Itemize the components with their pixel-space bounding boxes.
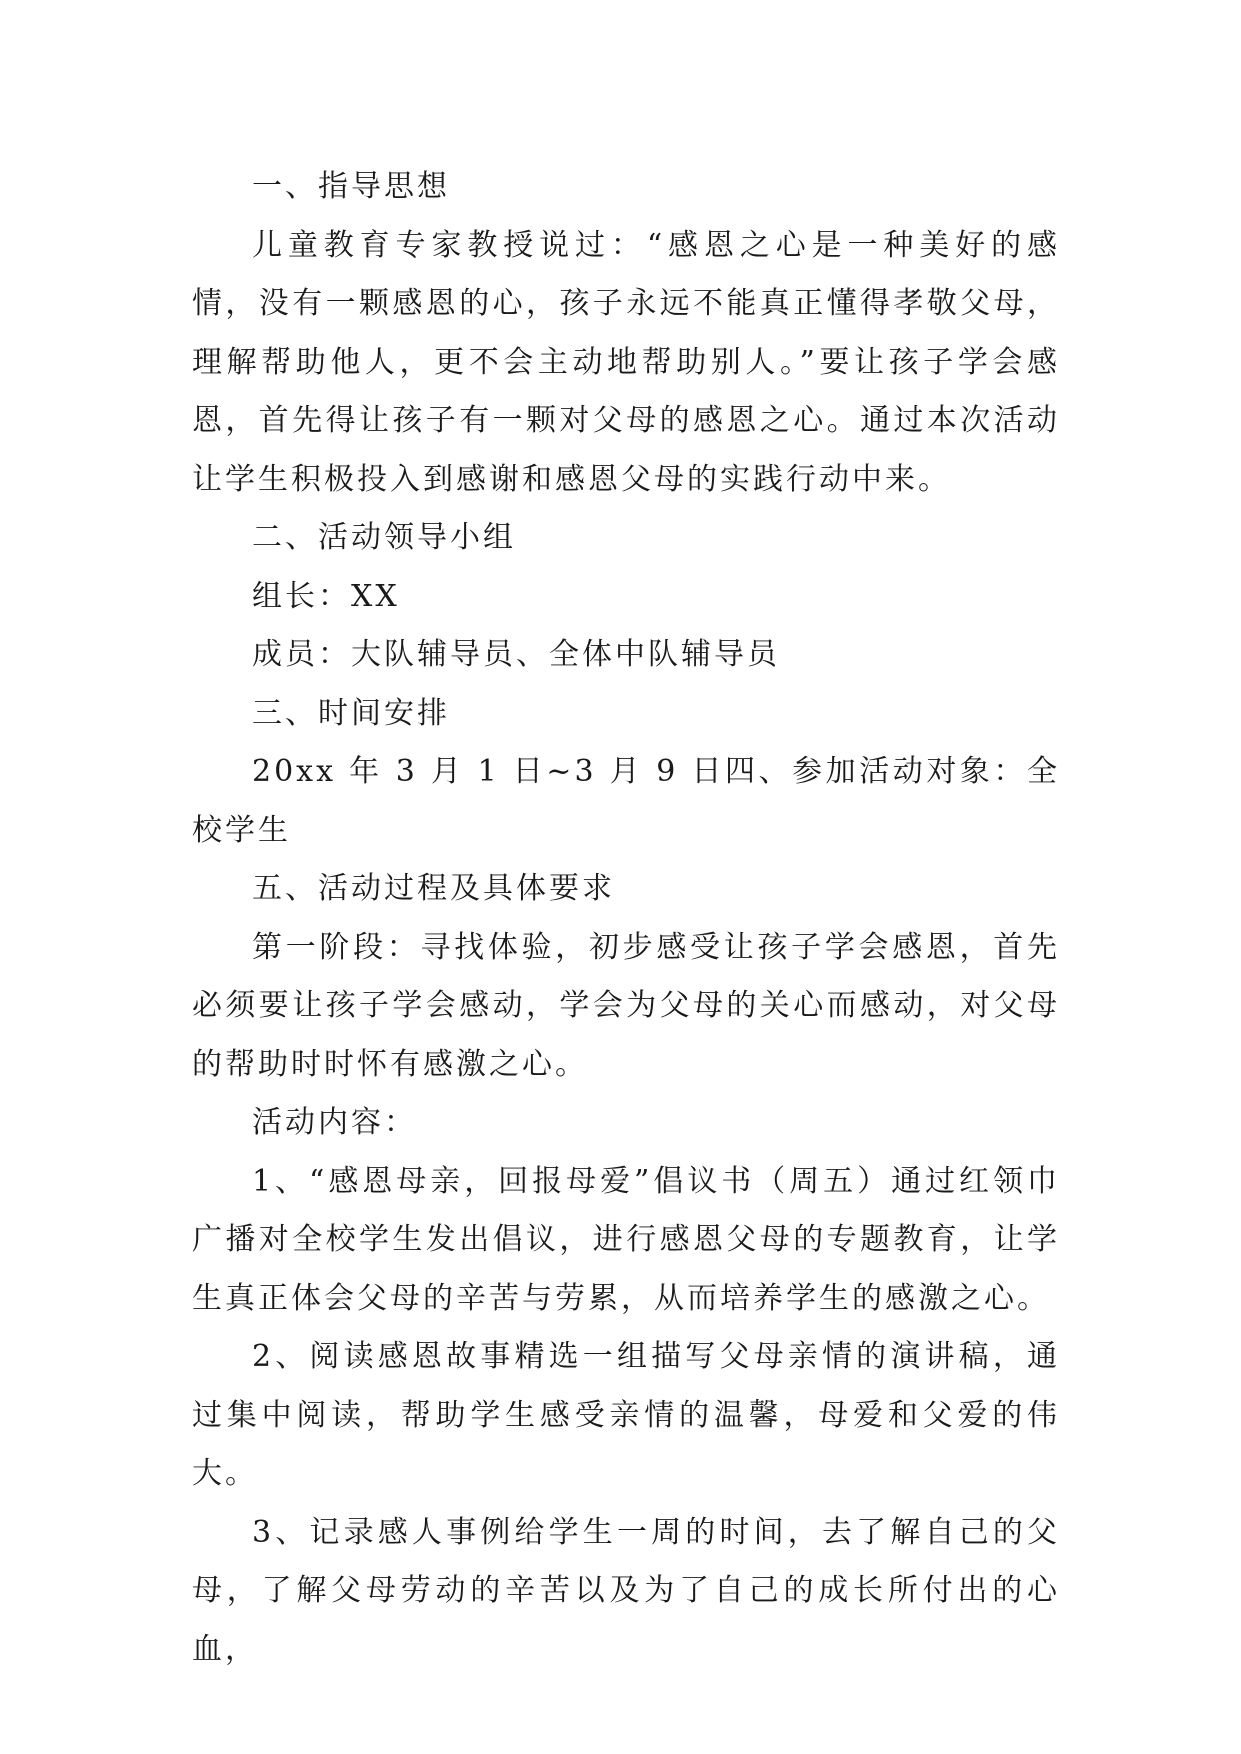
list-item-1: 1、“感恩母亲，回报母爱”倡议书（周五）通过红领巾广播对全校学生发出倡议，进行感恩父母的专题教育，让学生真正体会父母的辛苦与劳累，从而培养学生的感激之心。 bbox=[192, 1163, 1060, 1316]
paragraph-stage-one: 第一阶段：寻找体验，初步感受让孩子学会感恩，首先必须要让孩子学会感动，学会为父母的关心而感动，对父母的帮助时时怀有感激之心。 bbox=[192, 929, 1060, 1082]
heading-activity-process: 五、活动过程及具体要求 bbox=[252, 871, 615, 906]
heading-guiding-ideology: 一、指导思想 bbox=[252, 169, 450, 204]
heading-leadership-group: 二、活动领导小组 bbox=[252, 520, 516, 555]
paragraph-guiding-ideology: 儿童教育专家教授说过：“感恩之心是一种美好的感情，没有一颗感恩的心，孩子永远不能真正懂得孝敬父母，理解帮助他人，更不会主动地帮助别人。”要让孩子学会感恩，首先得让孩子有一颗对父母的感恩之心。通过本次活动让学生积极投入到感谢和感恩父母的实践行动中来。 bbox=[192, 227, 1060, 497]
line-group-leader: 组长：XX bbox=[252, 578, 400, 614]
paragraph-schedule-participants: 20xx 年 3 月 1 日~3 月 9 日四、参加活动对象：全校学生 bbox=[192, 754, 1060, 848]
document-body bbox=[192, 158, 1060, 1679]
list-item-2: 2、阅读感恩故事精选一组描写父母亲情的演讲稿，通过集中阅读，帮助学生感受亲情的温馨，母爱和父爱的伟大。 bbox=[192, 1339, 1060, 1491]
heading-activity-content: 活动内容： bbox=[252, 1105, 417, 1140]
list-item-3: 3、记录感人事例给学生一周的时间，去了解自己的父母，了解父母劳动的辛苦以及为了自己的成长所付出的心血， bbox=[192, 1514, 1060, 1667]
line-group-members: 成员：大队辅导员、全体中队辅导员 bbox=[252, 637, 780, 672]
heading-schedule: 三、时间安排 bbox=[252, 695, 450, 731]
